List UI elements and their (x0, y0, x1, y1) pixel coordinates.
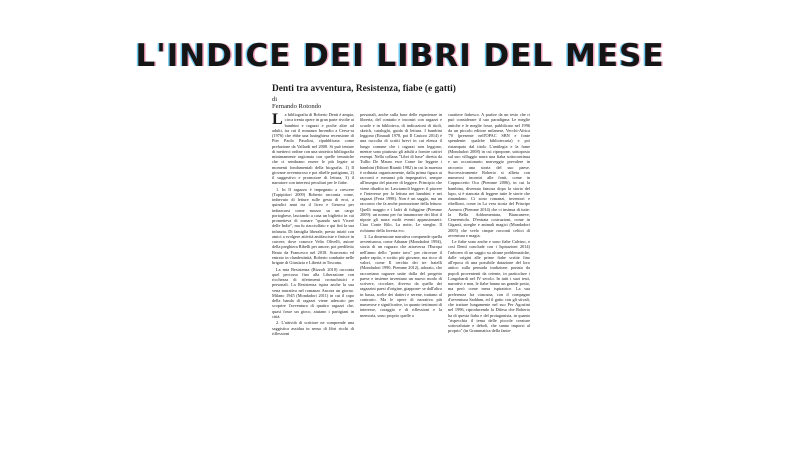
drop-cap: L (272, 112, 283, 128)
article-paragraph: 2. L'attività di scrittore ne comprende una saggistica assidua in senso di libri ricchi di riflessioni (272, 320, 354, 336)
article-author: Fernando Rotondo (272, 103, 322, 111)
article-paragraph: La bibliografia di Roberto Denti è ampia, circa trenta opere in gran parte rivolte ai bambini e ragazzi e poche altre ad adulti, tra cui il romanzo Incendio a Cerva-ra (1976) che ebbe una lusinghiera recensione di Pier Paolo Pasolini, ripubblicata come prefazione da Vallardi nel 2008. Si può tentare di metterci ordine con una sintetica bibliografia minimamente ragionata con quelle tematiche che ci sembrano essere le più legate ai momenti fondamentali della biografia. 1) Il giovane avventuroso e poi ribelle partigiano, 2) il suggestivo e promotore di lettura, 3) il narratore con interessi peculiari per le fiabe. (272, 112, 354, 186)
article-column-2 (360, 112, 442, 448)
article-paragraph: 3. La dimensione narrativa comprende quella avventurosa, come Athanar (Mondadori 1994), storia di un ragazzo che attraversa l'Europa nell'anno dello "ponte tavo" per ritrovare il padre rapito, e scritto più giovane, ma ricco di valori, come Il cerchio dei tre fratelli (Mondadori 1990, Piemme 2012), adorato, che raccontano ragazze unite dalla del progetto paese e insieme inventano un nuovo modo di scrivere, circolare, diverso da quello dei ragazzini paesi d'origine, giappone- se dall'altro in bassa, scelte dei datteri e serene, trattano al contrario. Ma le opere di narrativa più numerose e significative, in quanto testimoni di interesse, coraggio e di riflessioni e la memoria, sono proprio quelle a (360, 233, 442, 318)
article-title: Denti tra avventura, Resistenza, fiabe (e gatti) (272, 84, 456, 94)
byline-prefix: di (272, 96, 278, 103)
article-byline (272, 96, 532, 111)
article-page (270, 76, 532, 450)
article-column-3 (448, 112, 530, 448)
article-paragraph: Le fiabe sono anche e sono fiabe Calvino, e così Denti conclude con i Ispirazioni 2014) l'arboreo di un saggio su alcune problematiche, dalle origini alle prime fiabe scritte fino all'epoca di una possibile datazione del loro antico sulla pensada tradizione portata da popoli provenienti da oriente, in particolare i Longobardi nel IV secolo. In tutti i suoi testi, narrativi e non, le fiabe hanno un grande posto, ma però come mera ispiratrice. La sua preferenza fra ciascuna, con il compagno d'avventura Saddam, ed il gatto con gli stivali, che trattare lungamente nel suo Per Agostini nel 1996, riproducendo la Difesa che Roberto ha di questa fiaba e del protagonista, in quanto "rispecchia il tema delle piccole creature sottovalutate e deboli, che sanno imporsi al proprio" (in Grammatica della fanta- (448, 239, 530, 334)
article-column-1 (272, 112, 354, 448)
magazine-masthead: L'INDICE DEI LIBRI DEL MESE (135, 38, 665, 74)
article-paragraph: personali, anche sulla base delle esperienze in libreria, del contatto e incontri con ragazzi e scuole e in biblioteca, di indicazioni di titoli, sketch, cataloghi, guida di lettura. I bambini leggono (Einaudi 1978, poi Il Castoro 2014) è una raccolta di scritti brevi in cui elenca il lungo comune che i ragazzi non leggono, mentre sono piuttosto gli adulti a fornire cattivi esempi. Nella collana "Libri di base" diretta da Tullio De Mauro esce Come far leggere i bambini (Editori Riuniti 1982) in cui la maestra è ordinata organicamente, dalla prima figura ai racconti e romanzi più impegnativi, sempre all'insegna del piacere di leggere. Principio che viene ribadito in: Lasciamoli leggere: il piacere e l'interesse per la lettura nei bambini e nei ragazzi (Feria 1998). Non è un saggio, ma un racconto che fa anche promozione della lettura: Quelli maggio e i ladri di fuliggine (Piemme 2009): un nonno per far innamorare dei libri il nipote gli narra molti eventi appassionanti: Ciao Conte Rilo, La notte, Le streghe, Il richiamo della foresta ecc. (360, 112, 442, 233)
article-paragraph: 1. In Il ragazzo è impegnato a crescere (Topipittori 2009) Roberto racconta come, imbevuto di letture sulle gesta di eroi, a quindici anni tra il liceo e Genova per imbarcarsi come mozzo su un cargo portoghese, lasciando a casa un biglietto in cui prometteva di tornare "quando sarò Vicerè delle Indie", ma fu riacciuffato e qui finì la sua infanzia. Di famiglia liberale, presto iniziò con amici a svolgere attività antifasciste e finisce in carcere, dove conosce Velio Olivelli, autore della preghiera Ribelli per amore, poi prediletto Beato da Francesco nel 2018. Scarcerato ed entrato in clandestinità, Roberto combatte nelle brigate di Giustizia e Libertà in Toscana. (272, 186, 354, 266)
article-paragraph: carattere fiabesco. A partire da un testo che ri può considerare il suo paradigma Le meglie antiche e le meglie fosse, pubblicato nel 1996 da un piccolo editore milanese, Vecchi-Africa '70 (presente nell'OPAC SBN e fonte spendente: qualche bibliotecaria) e poi ristampato dal titolo L'antilegia e la fame (Mondadori 2008) in cui ripropone, sottoposto sul suo villaggio narra una fiaba sottocontinua e un occasionario nonveggio prevalere in racconto una storia del suo paese. Successivamente Roberto si allieta con numerosi incontri alle fonti, come in Cappuccetto Oca (Piemme 2006), in cui la bambina, divenuta famosa dopo la storia del lupo, si è stancata di leggere tutte le storie che rimandano. Ci sono romanzi, inventori e ribellioni, come in La vera storia del Principe Azzurro (Piemme 2014) che ci insinua di tutte: la Bella Addormentata, Biancaneve, Cenerentola. D'entrata costruzioni, come in Giganti, streghe e animali magici (Mondadori 2005) che svelo cinque racconti celtici di avventura e magia. (448, 112, 530, 238)
article-columns (272, 112, 530, 448)
article-paragraph: La mia Resistenza (Rizzoli 2010) racconta quel percorso fino alla Liberazione con ricchezza di riferimenti cronachistici e personali. La Resistenza ispira anche la sua vena narrativa nel romanzo Ancora un giorno. Milano 1945 (Mondadori 2011) in cui il capo della banda di ragazzi viene adescato per scoprire l'avventura di quattro ragazzi che, quasi fosse un gioco, aiutano i partigiani in città. (272, 266, 354, 319)
